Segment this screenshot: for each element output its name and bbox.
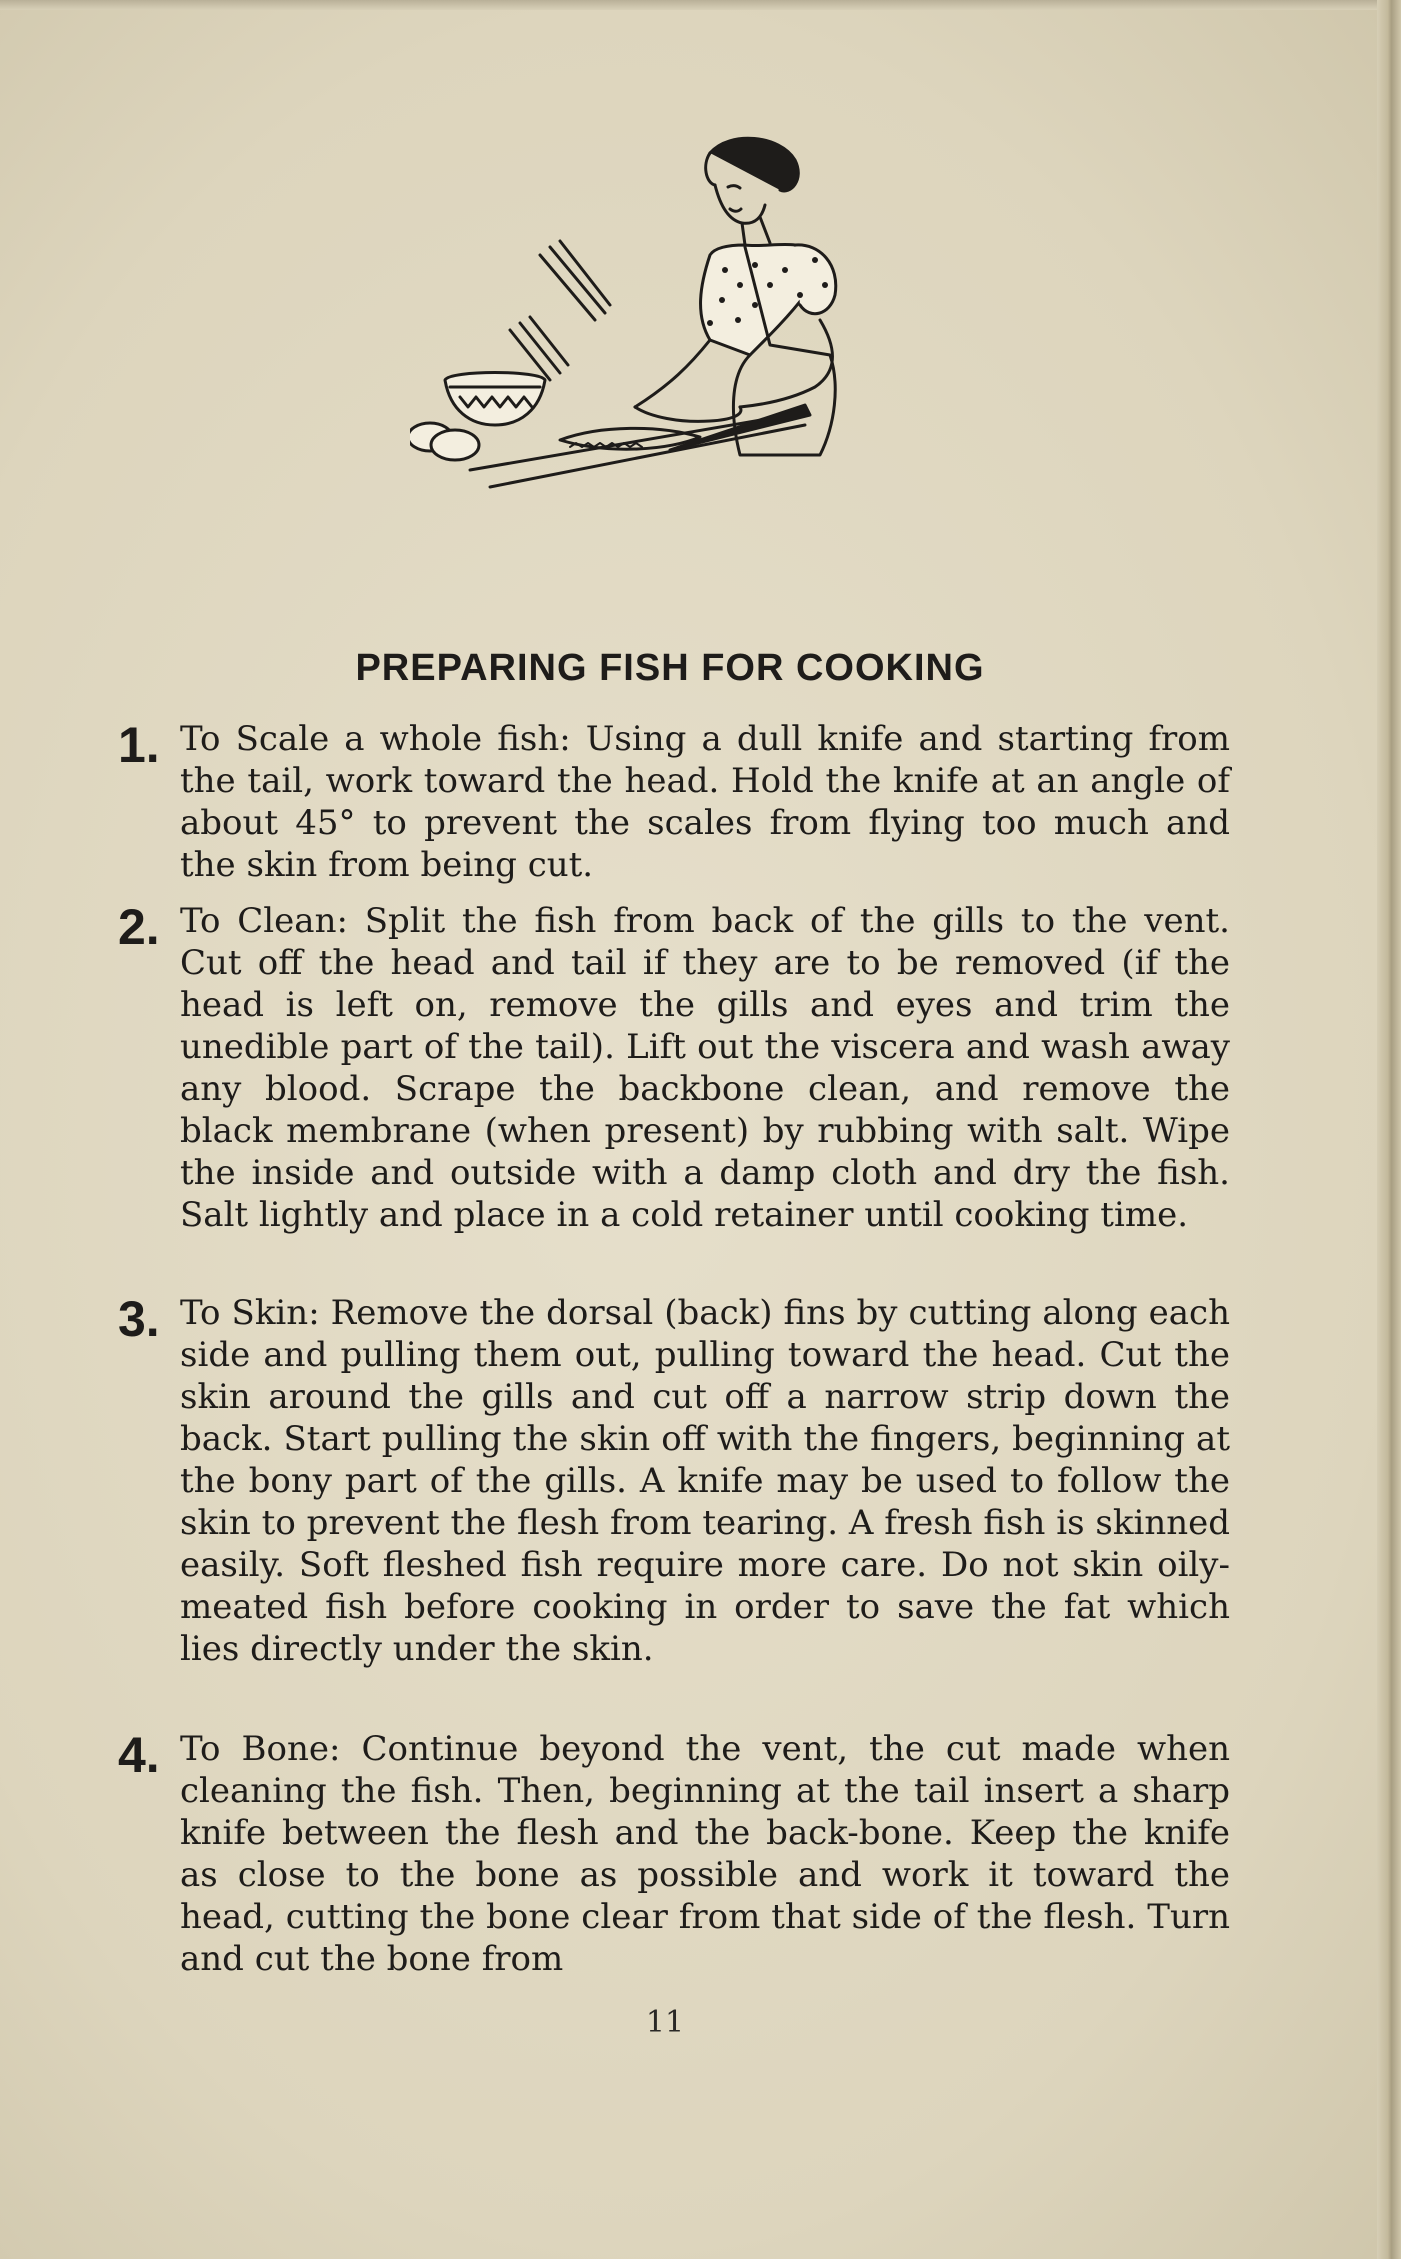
step-text: To Bone: Continue beyond the vent, the cut made when cleaning the fish. Then, beginning at the tail insert a sharp knife between the flesh and the back-bone. Keep the knife as close to the bone as possible and work it toward the head, cutting the bone clear from that side of the flesh. Turn and cut the bone from — [180, 1729, 1230, 1979]
step-number: 1. — [118, 717, 160, 773]
page-right-edge — [1377, 0, 1401, 2259]
step-number: 4. — [118, 1727, 160, 1783]
step-number: 2. — [118, 899, 160, 955]
step-number: 3. — [118, 1291, 160, 1347]
page-title: PREPARING FISH FOR COOKING — [355, 647, 985, 689]
step-text: To Clean: Split the fish from back of the gills to the vent. Cut off the head and tail if they are to be removed (if the head is left on, remove the gills and eyes and trim the unedible part of the tail). Lift out the viscera and wash away any blood. Scrape the backbone clean, and remove the black membrane (when present) by rubbing with salt. Wipe the inside and outside with a damp cloth and dry the fish. Salt lightly and place in a cold retainer until cooking time. — [180, 901, 1230, 1235]
step-text: To Scale a whole fish: Using a dull knife and starting from the tail, work toward the head. Hold the knife at an angle of about 45° to prevent the scales from flying too much and the skin from being cut. — [180, 719, 1230, 885]
page-number: 11 — [645, 2005, 685, 2040]
step-text: To Skin: Remove the dorsal (back) fins by cutting along each side and pulling them out, pulling toward the head. Cut the skin around the gills and cut off a narrow strip down the back. Start pulling the skin off with the fingers, beginning at the bony part of the gills. A knife may be used to follow the skin to prevent the flesh from tearing. A fresh fish is skinned easily. Soft fleshed fish require more care. Do not skin oily-meated fish before cooking in order to save the fat which lies directly under the skin. — [180, 1293, 1230, 1669]
woman-cleaning-fish-illustration — [410, 125, 1010, 595]
page-top-edge — [0, 0, 1401, 10]
